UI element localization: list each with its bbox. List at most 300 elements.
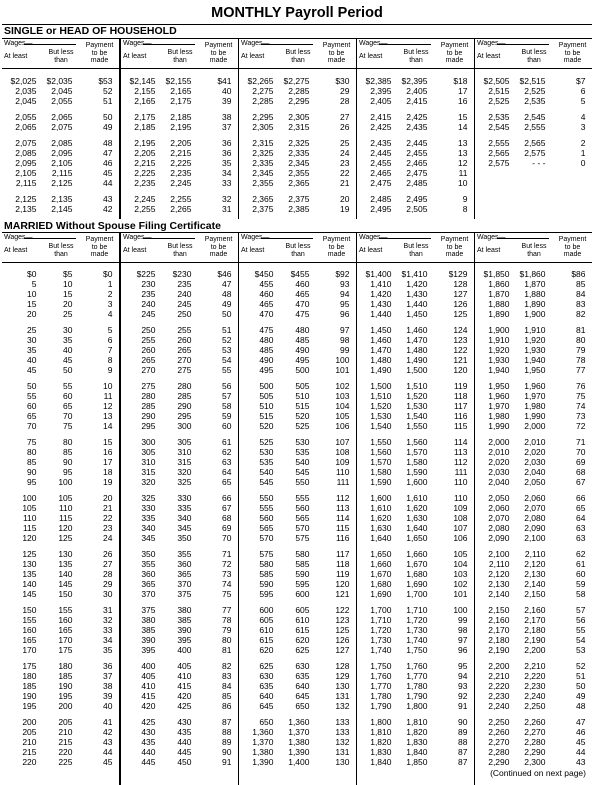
payment-amount: 35 — [222, 158, 232, 168]
table-row — [121, 661, 238, 671]
wage-but-less-than: 2,575 — [524, 148, 546, 158]
column-header — [357, 233, 474, 263]
wage-at-least: 1,690 — [370, 589, 392, 599]
payment-amount: 50 — [103, 112, 113, 122]
at-least-header: At least — [4, 53, 28, 60]
wages-header-rule — [261, 238, 313, 239]
payment-amount: 53 — [222, 345, 232, 355]
table-row — [239, 365, 356, 375]
wage-at-least: 515 — [259, 411, 274, 421]
table-row — [2, 533, 119, 543]
payment-amount: 92 — [458, 691, 468, 701]
wage-at-least: 2,150 — [488, 605, 510, 615]
payment-amount: 83 — [222, 671, 232, 681]
payment-amount: 114 — [335, 513, 350, 523]
payment-amount: 46 — [103, 158, 113, 168]
table-column — [2, 232, 120, 785]
wage-at-least: 1,370 — [252, 737, 274, 747]
wage-at-least: 240 — [141, 299, 156, 309]
payment-amount: 79 — [576, 345, 586, 355]
payment-amount: 82 — [576, 309, 586, 319]
wage-at-least: 25 — [27, 325, 37, 335]
wages-header: Wages— — [4, 40, 33, 47]
wage-but-less-than: 2,060 — [524, 493, 546, 503]
at-least-header: At least — [241, 53, 265, 60]
header-divider — [239, 262, 356, 263]
wage-at-least: $450 — [254, 269, 274, 279]
table-row — [357, 168, 474, 178]
wage-at-least: 1,640 — [370, 533, 392, 543]
payment-amount: $86 — [571, 269, 586, 279]
table-row — [239, 178, 356, 188]
table-row — [239, 533, 356, 543]
wage-but-less-than: 525 — [295, 421, 310, 431]
wage-but-less-than: 2,110 — [524, 549, 546, 559]
wage-but-less-than: 25 — [63, 309, 73, 319]
wage-but-less-than: 500 — [295, 365, 310, 375]
wage-at-least: 1,750 — [370, 661, 392, 671]
wage-but-less-than: 355 — [177, 549, 192, 559]
wage-but-less-than: 180 — [58, 661, 73, 671]
wages-header-rule — [143, 238, 195, 239]
wage-at-least: 2,045 — [15, 96, 37, 106]
payment-amount: 37 — [222, 122, 232, 132]
wage-but-less-than: 45 — [63, 355, 73, 365]
wage-at-least: 470 — [259, 309, 274, 319]
wage-but-less-than: 2,020 — [524, 447, 546, 457]
wage-but-less-than: 420 — [177, 691, 192, 701]
wage-at-least: 2,250 — [488, 717, 510, 727]
wage-but-less-than: 190 — [58, 681, 73, 691]
table-row — [357, 112, 474, 122]
table-row — [475, 138, 592, 148]
payment-amount: 130 — [335, 681, 350, 691]
wage-at-least: 105 — [22, 503, 37, 513]
wage-at-least: 35 — [27, 345, 37, 355]
wage-at-least: 80 — [27, 447, 37, 457]
payment-amount: 119 — [335, 569, 350, 579]
payment-amount: $30 — [335, 76, 350, 86]
wage-at-least: $1,850 — [483, 269, 510, 279]
wage-but-less-than: 270 — [177, 355, 192, 365]
wage-but-less-than: 2,175 — [170, 96, 192, 106]
wage-but-less-than: 1,770 — [406, 671, 428, 681]
table-row — [239, 727, 356, 737]
payment-amount: 19 — [340, 204, 350, 214]
table-row — [2, 138, 119, 148]
wage-but-less-than: 540 — [295, 457, 310, 467]
wage-but-less-than: 2,545 — [524, 112, 546, 122]
wage-but-less-than: 2,250 — [524, 701, 546, 711]
table-row — [239, 503, 356, 513]
wage-at-least: 90 — [27, 467, 37, 477]
wage-at-least: 610 — [259, 625, 274, 635]
payment-amount: 52 — [103, 86, 113, 96]
wage-at-least: 355 — [141, 559, 156, 569]
wage-but-less-than: 2,215 — [170, 148, 192, 158]
payment-amount: 67 — [576, 477, 586, 487]
table-row — [121, 76, 238, 86]
payment-amount: 51 — [576, 671, 586, 681]
table-row — [2, 589, 119, 599]
payment-amount: 90 — [458, 717, 468, 727]
payment-amount: 59 — [222, 411, 232, 421]
wage-but-less-than: 10 — [63, 279, 73, 289]
table-row — [2, 279, 119, 289]
wage-at-least: 2,170 — [488, 625, 510, 635]
wage-but-less-than: 80 — [63, 437, 73, 447]
column-header — [2, 233, 119, 263]
table-row — [2, 168, 119, 178]
column-header — [2, 39, 119, 69]
table-row — [121, 635, 238, 645]
payment-amount: 114 — [453, 437, 468, 447]
payment-amount: 115 — [335, 523, 350, 533]
payment-amount: 6 — [580, 86, 586, 96]
wage-but-less-than: 1,380 — [288, 737, 310, 747]
wage-but-less-than: 2,535 — [524, 96, 546, 106]
payment-amount: $7 — [576, 76, 586, 86]
wage-at-least: 2,185 — [134, 122, 156, 132]
payment-amount: 81 — [576, 325, 586, 335]
wage-but-less-than: 1,720 — [406, 615, 428, 625]
wage-but-less-than: 125 — [58, 533, 73, 543]
wage-at-least: 580 — [259, 559, 274, 569]
wage-but-less-than: 2,125 — [51, 178, 73, 188]
wage-but-less-than: 2,455 — [406, 148, 428, 158]
wage-at-least: $2,505 — [483, 76, 510, 86]
payment-amount: 76 — [576, 381, 586, 391]
wage-but-less-than: 1,910 — [524, 325, 546, 335]
wage-but-less-than: 1,480 — [406, 345, 428, 355]
wages-header: Wages— — [359, 40, 388, 47]
payment-amount: 26 — [103, 549, 113, 559]
wage-at-least: 495 — [259, 365, 274, 375]
table-row — [121, 178, 238, 188]
wage-at-least: 1,460 — [370, 335, 392, 345]
payment-amount: 60 — [576, 569, 586, 579]
table-row — [475, 457, 592, 467]
wage-at-least: $1,400 — [365, 269, 392, 279]
table-row — [357, 737, 474, 747]
table-row — [2, 96, 119, 106]
wage-at-least: 2,235 — [134, 178, 156, 188]
table-row — [121, 645, 238, 655]
wage-but-less-than: 1,960 — [524, 381, 546, 391]
payment-amount: 127 — [453, 289, 468, 299]
payment-amount: 95 — [340, 299, 350, 309]
table-row — [121, 421, 238, 431]
table-row — [239, 579, 356, 589]
wage-at-least: 320 — [141, 477, 156, 487]
wage-but-less-than: 590 — [295, 569, 310, 579]
column-header — [121, 233, 238, 263]
wage-at-least: 2,260 — [488, 727, 510, 737]
payment-amount: 8 — [462, 204, 468, 214]
wage-at-least: 140 — [22, 579, 37, 589]
payroll-table-page — [2, 0, 592, 784]
payment-amount: 119 — [453, 381, 468, 391]
wage-at-least: 2,245 — [134, 194, 156, 204]
wage-at-least: 1,520 — [370, 401, 392, 411]
wage-but-less-than: 2,050 — [524, 477, 546, 487]
wage-but-less-than: 75 — [63, 421, 73, 431]
wage-but-less-than: 1,510 — [406, 381, 428, 391]
table-row — [2, 345, 119, 355]
payment-amount: 16 — [458, 96, 468, 106]
payment-amount: 55 — [222, 365, 232, 375]
wage-but-less-than: 2,415 — [406, 96, 428, 106]
payment-amount: 11 — [103, 391, 113, 401]
table-row — [239, 309, 356, 319]
table-row — [2, 671, 119, 681]
table-row — [357, 589, 474, 599]
wage-at-least: 620 — [259, 645, 274, 655]
wage-but-less-than: 2,465 — [406, 158, 428, 168]
payment-amount: 121 — [453, 355, 468, 365]
wage-but-less-than: 2,010 — [524, 437, 546, 447]
wage-at-least: 290 — [141, 411, 156, 421]
payment-amount: 81 — [222, 645, 232, 655]
table-row — [239, 158, 356, 168]
payment-amount: 95 — [458, 661, 468, 671]
wage-but-less-than: 50 — [63, 365, 73, 375]
payment-amount: 78 — [222, 615, 232, 625]
but-less-than-header: But less than — [285, 49, 311, 64]
payment-amount: 110 — [453, 493, 468, 503]
wage-but-less-than: 615 — [295, 625, 310, 635]
wage-but-less-than: $2,395 — [401, 76, 428, 86]
payment-amount: 122 — [453, 345, 468, 355]
wage-but-less-than: 445 — [177, 747, 192, 757]
table-row — [121, 457, 238, 467]
wage-but-less-than: $455 — [290, 269, 310, 279]
payment-amount: 77 — [222, 605, 232, 615]
wage-at-least: 2,040 — [488, 477, 510, 487]
payment-amount: 100 — [335, 355, 350, 365]
column-header — [121, 39, 238, 69]
wage-but-less-than: 2,225 — [170, 158, 192, 168]
wage-at-least: 245 — [141, 309, 156, 319]
wage-at-least: 1,660 — [370, 559, 392, 569]
wage-but-less-than: 410 — [177, 671, 192, 681]
wage-but-less-than: 2,100 — [524, 533, 546, 543]
payment-amount: 132 — [335, 737, 350, 747]
payment-amount: $41 — [217, 76, 232, 86]
but-less-than-header: But less than — [521, 243, 547, 258]
payment-amount: 88 — [222, 727, 232, 737]
payment-amount: $53 — [98, 76, 113, 86]
wage-at-least: 2,275 — [252, 86, 274, 96]
wage-but-less-than: 2,375 — [288, 194, 310, 204]
payment-amount: 33 — [222, 178, 232, 188]
wage-but-less-than: 435 — [177, 727, 192, 737]
table-row — [357, 645, 474, 655]
but-less-than-header: But less than — [167, 243, 193, 258]
wage-but-less-than: 510 — [295, 391, 310, 401]
payment-amount: $92 — [335, 269, 350, 279]
table-row — [121, 269, 238, 279]
wage-at-least: 650 — [259, 717, 274, 727]
table-row — [357, 569, 474, 579]
wage-at-least: 510 — [259, 401, 274, 411]
table-row — [357, 437, 474, 447]
table-row — [475, 635, 592, 645]
wage-but-less-than: 2,170 — [524, 615, 546, 625]
wage-but-less-than: 1,990 — [524, 411, 546, 421]
wages-header: Wages— — [359, 234, 388, 241]
table-row — [2, 86, 119, 96]
wage-at-least: 2,210 — [488, 671, 510, 681]
at-least-header: At least — [477, 53, 501, 60]
wage-but-less-than: 2,080 — [524, 513, 546, 523]
payment-amount: 73 — [222, 569, 232, 579]
payment-amount: 112 — [453, 457, 468, 467]
wage-at-least: 1,880 — [488, 299, 510, 309]
wage-at-least: 2,205 — [134, 148, 156, 158]
wage-at-least: 1,410 — [370, 279, 392, 289]
wage-at-least: 270 — [141, 365, 156, 375]
payment-amount: 73 — [576, 411, 586, 421]
wage-but-less-than: $2,035 — [46, 76, 73, 86]
wage-at-least: 555 — [259, 503, 274, 513]
payment-amount: 14 — [103, 421, 113, 431]
wage-but-less-than: 280 — [177, 381, 192, 391]
table-row — [2, 661, 119, 671]
payment-amount: 28 — [340, 96, 350, 106]
table-row — [121, 737, 238, 747]
wage-at-least: 2,575 — [488, 158, 510, 168]
wage-but-less-than: 235 — [177, 279, 192, 289]
wages-header-rule — [497, 44, 549, 45]
table-row — [121, 168, 238, 178]
wage-at-least: 1,360 — [252, 727, 274, 737]
payment-amount: 94 — [458, 671, 468, 681]
table-row — [2, 605, 119, 615]
wage-but-less-than: 40 — [63, 345, 73, 355]
payment-amount: 9 — [462, 194, 468, 204]
column-header — [357, 39, 474, 69]
wage-but-less-than: 595 — [295, 579, 310, 589]
wage-but-less-than: 1,450 — [406, 309, 428, 319]
payment-amount: 70 — [576, 447, 586, 457]
table-row — [475, 701, 592, 711]
payment-amount: 128 — [453, 279, 468, 289]
table-row — [239, 645, 356, 655]
payment-amount: 42 — [103, 204, 113, 214]
wage-but-less-than: 130 — [58, 549, 73, 559]
wage-but-less-than: 395 — [177, 635, 192, 645]
payment-amount: 117 — [335, 549, 350, 559]
wage-but-less-than: 290 — [177, 401, 192, 411]
table-row — [121, 727, 238, 737]
wage-at-least: 2,075 — [15, 138, 37, 148]
table-row — [239, 467, 356, 477]
wage-at-least: 175 — [22, 661, 37, 671]
payment-amount: 17 — [458, 86, 468, 96]
wage-at-least: 70 — [27, 421, 37, 431]
wage-but-less-than: 2,300 — [524, 757, 546, 767]
payment-amount: 60 — [222, 421, 232, 431]
table-row — [2, 112, 119, 122]
wage-but-less-than: 205 — [58, 717, 73, 727]
payment-amount: 120 — [453, 365, 468, 375]
wage-at-least: 155 — [22, 615, 37, 625]
table-row — [121, 477, 238, 487]
payment-amount: 9 — [107, 365, 113, 375]
wage-but-less-than: 1,680 — [406, 569, 428, 579]
table-row — [357, 178, 474, 188]
table-row — [121, 447, 238, 457]
wage-at-least: 2,295 — [252, 112, 274, 122]
table-row — [121, 691, 238, 701]
wage-but-less-than: 1,590 — [406, 467, 428, 477]
payment-amount: 14 — [458, 122, 468, 132]
wage-at-least: 560 — [259, 513, 274, 523]
wage-at-least: 1,420 — [370, 289, 392, 299]
wage-but-less-than: 570 — [295, 523, 310, 533]
wage-at-least: 2,290 — [488, 757, 510, 767]
payment-amount: 90 — [222, 747, 232, 757]
wage-at-least: 20 — [27, 309, 37, 319]
payment-amount: 43 — [576, 757, 586, 767]
payment-amount: 68 — [576, 467, 586, 477]
table-row — [475, 309, 592, 319]
table-row — [239, 168, 356, 178]
wage-but-less-than: 1,690 — [406, 579, 428, 589]
wage-but-less-than: 2,315 — [288, 122, 310, 132]
wage-but-less-than: 480 — [295, 325, 310, 335]
table-row — [2, 401, 119, 411]
payment-amount: 39 — [103, 691, 113, 701]
wage-at-least: 1,770 — [370, 681, 392, 691]
wage-at-least: 2,000 — [488, 437, 510, 447]
table-row — [357, 204, 474, 214]
table-row — [2, 309, 119, 319]
table-row — [121, 148, 238, 158]
wage-but-less-than: 2,270 — [524, 727, 546, 737]
payment-amount: 54 — [222, 355, 232, 365]
wage-at-least: 2,115 — [15, 178, 37, 188]
wage-but-less-than: 1,500 — [406, 365, 428, 375]
table-row — [121, 513, 238, 523]
wage-at-least: 1,710 — [370, 615, 392, 625]
table-row — [239, 747, 356, 757]
payment-amount: 55 — [576, 625, 586, 635]
payment-amount: 57 — [222, 391, 232, 401]
wage-but-less-than: 465 — [295, 289, 310, 299]
payment-header: Payment to be made — [440, 42, 469, 64]
table-row — [121, 523, 238, 533]
table-row — [121, 681, 238, 691]
wage-at-least: 170 — [22, 645, 37, 655]
table-row — [475, 589, 592, 599]
payment-amount: 13 — [458, 138, 468, 148]
table-row — [239, 325, 356, 335]
payment-amount: 102 — [335, 381, 350, 391]
wage-but-less-than: 2,095 — [51, 148, 73, 158]
wage-at-least: 2,365 — [252, 194, 274, 204]
wage-but-less-than: 315 — [177, 457, 192, 467]
wage-at-least: 1,890 — [488, 309, 510, 319]
wage-but-less-than: 2,160 — [524, 605, 546, 615]
wage-but-less-than: 2,505 — [406, 204, 428, 214]
wage-but-less-than: 120 — [58, 523, 73, 533]
payment-amount: 47 — [222, 279, 232, 289]
wage-at-least: 115 — [22, 523, 37, 533]
wage-but-less-than: 490 — [295, 345, 310, 355]
but-less-than-header: But less than — [403, 49, 429, 64]
